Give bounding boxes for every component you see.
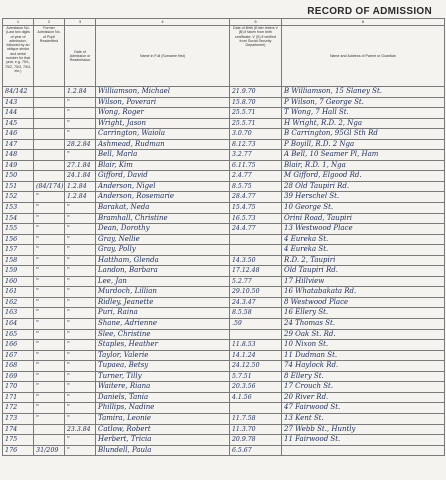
- parent-address-cell: 16 Ellery St.: [282, 308, 445, 319]
- heading-full-name: Name in Full (Surname first): [96, 26, 230, 87]
- admission-no-cell: 165: [3, 329, 34, 340]
- admission-date-cell: ": [65, 287, 96, 298]
- full-name-cell: Tupaea, Betsy: [96, 361, 230, 372]
- full-name-cell: Phillips, Nadine: [96, 403, 230, 414]
- former-no-cell: 31/209: [34, 445, 65, 456]
- column-number: 6: [282, 19, 445, 26]
- admission-no-cell: 157: [3, 245, 34, 256]
- admission-date-cell: ": [65, 213, 96, 224]
- parent-address-cell: 4 Eureka St.: [282, 234, 445, 245]
- former-no-cell: ": [34, 192, 65, 203]
- parent-address-cell: 17 Hillview: [282, 276, 445, 287]
- full-name-cell: Carrington, Waiola: [96, 129, 230, 140]
- date-of-birth-cell: 8.5.75: [230, 181, 282, 192]
- table-row: [3, 319, 445, 330]
- date-of-birth-cell: 20.9.78: [230, 435, 282, 446]
- full-name-cell: Herbert, Tricia: [96, 435, 230, 446]
- former-no-cell: ": [34, 234, 65, 245]
- admission-date-cell: 23.3.84: [65, 424, 96, 435]
- date-of-birth-cell: [230, 403, 282, 414]
- parent-address-cell: Orini Road, Taupiri: [282, 213, 445, 224]
- date-of-birth-cell: [230, 329, 282, 340]
- parent-address-cell: P Wilson, 7 George St.: [282, 97, 445, 108]
- admission-date-cell: ": [65, 308, 96, 319]
- former-no-cell: ": [34, 350, 65, 361]
- table-row: [3, 340, 445, 351]
- former-no-cell: ": [34, 413, 65, 424]
- former-no-cell: [34, 435, 65, 446]
- table-row: [3, 276, 445, 287]
- admission-no-cell: 145: [3, 118, 34, 129]
- full-name-cell: Shane, Adrienne: [96, 319, 230, 330]
- full-name-cell: Hattham, Glenda: [96, 255, 230, 266]
- former-no-cell: ": [34, 224, 65, 235]
- date-of-birth-cell: 29.10.50: [230, 287, 282, 298]
- table-row: [3, 97, 445, 108]
- full-name-cell: Staples, Heather: [96, 340, 230, 351]
- former-no-cell: [34, 129, 65, 140]
- admission-date-cell: ": [65, 413, 96, 424]
- date-of-birth-cell: 21.9.70: [230, 87, 282, 98]
- table-row: [3, 371, 445, 382]
- full-name-cell: Catlow, Robert: [96, 424, 230, 435]
- date-of-birth-cell: 5.2.77: [230, 276, 282, 287]
- full-name-cell: Bramhall, Christine: [96, 213, 230, 224]
- heading-admission-date: Date of Admission or Readmission: [65, 26, 96, 87]
- full-name-cell: Gifford, David: [96, 171, 230, 182]
- parent-address-cell: [282, 445, 445, 456]
- full-name-cell: Gray, Polly: [96, 245, 230, 256]
- admission-no-cell: 163: [3, 308, 34, 319]
- admission-date-cell: ": [65, 203, 96, 214]
- admission-no-cell: 143: [3, 97, 34, 108]
- admission-date-cell: ": [65, 445, 96, 456]
- column-number: 3: [65, 19, 96, 26]
- table-row: [3, 287, 445, 298]
- full-name-cell: Waitere, Riana: [96, 382, 230, 393]
- date-of-birth-cell: 28.4.77: [230, 192, 282, 203]
- full-name-cell: Murdoch, Lillian: [96, 287, 230, 298]
- full-name-cell: Tamira, Leonie: [96, 413, 230, 424]
- full-name-cell: Blair, Kim: [96, 160, 230, 171]
- full-name-cell: Barakat, Neda: [96, 203, 230, 214]
- table-row: [3, 329, 445, 340]
- full-name-cell: Ridley, Jeanette: [96, 297, 230, 308]
- full-name-cell: Dean, Dorothy: [96, 224, 230, 235]
- admission-date-cell: 24.1.84: [65, 171, 96, 182]
- former-no-cell: ": [34, 403, 65, 414]
- admission-no-cell: 152: [3, 192, 34, 203]
- parent-address-cell: 10 Nixon St.: [282, 340, 445, 351]
- former-no-cell: ": [34, 329, 65, 340]
- admission-no-cell: 161: [3, 287, 34, 298]
- table-row: [3, 87, 445, 98]
- admission-no-cell: 154: [3, 213, 34, 224]
- parent-address-cell: 11 Dudman St.: [282, 350, 445, 361]
- column-number: 5: [230, 19, 282, 26]
- date-of-birth-cell: 11.8.53: [230, 340, 282, 351]
- full-name-cell: Wong, Roger: [96, 108, 230, 119]
- former-no-cell: ": [34, 287, 65, 298]
- table-row: [3, 255, 445, 266]
- parent-address-cell: 17 Crouch St.: [282, 382, 445, 393]
- table-row: [3, 224, 445, 235]
- table-row: [3, 118, 445, 129]
- admission-no-cell: 84/142: [3, 87, 34, 98]
- admission-no-cell: 153: [3, 203, 34, 214]
- column-number-row: [3, 19, 445, 26]
- date-of-birth-cell: 14.3.50: [230, 255, 282, 266]
- parent-address-cell: B Williamson, 15 Slaney St.: [282, 87, 445, 98]
- admission-date-cell: ": [65, 245, 96, 256]
- former-no-cell: ": [34, 276, 65, 287]
- parent-address-cell: 11 Fairwood St.: [282, 435, 445, 446]
- column-number: 4: [96, 19, 230, 26]
- date-of-birth-cell: 8.12.73: [230, 139, 282, 150]
- admission-no-cell: 167: [3, 350, 34, 361]
- table-row: [3, 308, 445, 319]
- admission-date-cell: ": [65, 340, 96, 351]
- table-row: [3, 382, 445, 393]
- admission-no-cell: 166: [3, 340, 34, 351]
- admission-date-cell: ": [65, 382, 96, 393]
- admission-date-cell: ": [65, 255, 96, 266]
- parent-address-cell: 10 George St.: [282, 203, 445, 214]
- date-of-birth-cell: 16.5.73: [230, 213, 282, 224]
- former-no-cell: [34, 160, 65, 171]
- date-of-birth-cell: [230, 245, 282, 256]
- table-row: [3, 413, 445, 424]
- admission-date-cell: ": [65, 392, 96, 403]
- table-row: [3, 245, 445, 256]
- former-no-cell: ": [34, 392, 65, 403]
- column-heading-row: [3, 26, 445, 87]
- admission-date-cell: ": [65, 129, 96, 140]
- admission-date-cell: ": [65, 403, 96, 414]
- former-no-cell: ": [34, 319, 65, 330]
- former-no-cell: ": [34, 213, 65, 224]
- admission-no-cell: 169: [3, 371, 34, 382]
- admission-date-cell: ": [65, 297, 96, 308]
- admission-date-cell: ": [65, 276, 96, 287]
- heading-date-of-birth: Date of Birth (Enter letters V (B) if taken from birth certificate; V (S) if verified from Social Security Department): [230, 26, 282, 87]
- admission-date-cell: ": [65, 224, 96, 235]
- date-of-birth-cell: 11.7.58: [230, 413, 282, 424]
- table-row: [3, 150, 445, 161]
- admission-no-cell: 147: [3, 139, 34, 150]
- table-row: [3, 160, 445, 171]
- admission-no-cell: 150: [3, 171, 34, 182]
- date-of-birth-cell: 6.11.75: [230, 160, 282, 171]
- parent-address-cell: 74 Haylock Rd.: [282, 361, 445, 372]
- date-of-birth-cell: 2.4.77: [230, 171, 282, 182]
- table-row: [3, 108, 445, 119]
- admission-date-cell: ": [65, 329, 96, 340]
- admission-no-cell: 158: [3, 255, 34, 266]
- former-no-cell: ": [34, 245, 65, 256]
- table-row: [3, 403, 445, 414]
- table-row: [3, 213, 445, 224]
- admission-date-cell: ": [65, 266, 96, 277]
- date-of-birth-cell: 4.1.56: [230, 392, 282, 403]
- admission-no-cell: 170: [3, 382, 34, 393]
- table-row: [3, 424, 445, 435]
- admission-no-cell: 168: [3, 361, 34, 372]
- date-of-birth-cell: 20.3.56: [230, 382, 282, 393]
- full-name-cell: Ashmead, Rudman: [96, 139, 230, 150]
- heading-parent-guardian: Name and Address of Parent or Guardian: [282, 26, 445, 87]
- table-row: [3, 350, 445, 361]
- table-row: [3, 266, 445, 277]
- parent-address-cell: A Bell, 10 Seamer Pl, Ham: [282, 150, 445, 161]
- parent-address-cell: 13 Kent St.: [282, 413, 445, 424]
- former-no-cell: ": [34, 371, 65, 382]
- date-of-birth-cell: 8.5.58: [230, 308, 282, 319]
- admission-no-cell: 149: [3, 160, 34, 171]
- admission-date-cell: 1.2.84: [65, 192, 96, 203]
- former-no-cell: (84/174): [34, 181, 65, 192]
- table-row: [3, 435, 445, 446]
- admission-date-cell: 28.2.84: [65, 139, 96, 150]
- admission-no-cell: 148: [3, 150, 34, 161]
- full-name-cell: Blundell, Paula: [96, 445, 230, 456]
- date-of-birth-cell: 17.12.48: [230, 266, 282, 277]
- admission-no-cell: 171: [3, 392, 34, 403]
- parent-address-cell: 28 Old Taupiri Rd.: [282, 181, 445, 192]
- full-name-cell: Bell, Marla: [96, 150, 230, 161]
- parent-address-cell: 8 Westwood Place: [282, 297, 445, 308]
- former-no-cell: ": [34, 203, 65, 214]
- admission-no-cell: 156: [3, 234, 34, 245]
- parent-address-cell: 4 Eureka St.: [282, 245, 445, 256]
- admission-date-cell: ": [65, 97, 96, 108]
- table-row: [3, 139, 445, 150]
- former-no-cell: ": [34, 361, 65, 372]
- date-of-birth-cell: 14.1.24: [230, 350, 282, 361]
- table-row: [3, 234, 445, 245]
- admission-date-cell: ": [65, 234, 96, 245]
- full-name-cell: Taylor, Valerie: [96, 350, 230, 361]
- table-row: [3, 392, 445, 403]
- date-of-birth-cell: 6.5.67: [230, 445, 282, 456]
- page-title: RECORD OF ADMISSION: [307, 6, 432, 17]
- parent-address-cell: 16 Whatabakata Rd.: [282, 287, 445, 298]
- date-of-birth-cell: 3.0.70: [230, 129, 282, 140]
- admission-rows: [3, 87, 445, 456]
- full-name-cell: Landon, Barbara: [96, 266, 230, 277]
- full-name-cell: Slee, Christine: [96, 329, 230, 340]
- date-of-birth-cell: 11.3.70: [230, 424, 282, 435]
- heading-former-no: Former Admission No. of Pupil Readmitted: [34, 26, 65, 87]
- parent-address-cell: 29 Oak St. Rd.: [282, 329, 445, 340]
- table-row: [3, 445, 445, 456]
- former-no-cell: ": [34, 297, 65, 308]
- admission-no-cell: 174: [3, 424, 34, 435]
- column-number: 2: [34, 19, 65, 26]
- parent-address-cell: B Carrington, 95Gl Sth Rd: [282, 129, 445, 140]
- former-no-cell: [34, 108, 65, 119]
- admission-no-cell: 172: [3, 403, 34, 414]
- full-name-cell: Wright, Jason: [96, 118, 230, 129]
- admission-date-cell: 1.2.84: [65, 87, 96, 98]
- former-no-cell: [34, 118, 65, 129]
- full-name-cell: Gray, Nellie: [96, 234, 230, 245]
- full-name-cell: Puri, Raina: [96, 308, 230, 319]
- admission-date-cell: ": [65, 108, 96, 119]
- table-row: [3, 181, 445, 192]
- date-of-birth-cell: 25.5.71: [230, 118, 282, 129]
- date-of-birth-cell: 3.2.77: [230, 150, 282, 161]
- parent-address-cell: R.D. 2, Taupiri: [282, 255, 445, 266]
- date-of-birth-cell: [230, 234, 282, 245]
- full-name-cell: Anderson, Nigel: [96, 181, 230, 192]
- former-no-cell: [34, 150, 65, 161]
- admission-no-cell: 162: [3, 297, 34, 308]
- admission-date-cell: 1.2.84: [65, 181, 96, 192]
- date-of-birth-cell: 24.4.77: [230, 224, 282, 235]
- admission-date-cell: ": [65, 319, 96, 330]
- parent-address-cell: Blair, R.D. 1, Nga: [282, 160, 445, 171]
- parent-address-cell: M Gifford, Elgood Rd.: [282, 171, 445, 182]
- admission-no-cell: 175: [3, 435, 34, 446]
- full-name-cell: Daniels, Tania: [96, 392, 230, 403]
- full-name-cell: Turner, Tilly: [96, 371, 230, 382]
- former-no-cell: [34, 171, 65, 182]
- admission-date-cell: ": [65, 435, 96, 446]
- admission-no-cell: 176: [3, 445, 34, 456]
- former-no-cell: [34, 139, 65, 150]
- full-name-cell: Lee, Jan: [96, 276, 230, 287]
- parent-address-cell: 24 Thomas St.: [282, 319, 445, 330]
- table-row: [3, 297, 445, 308]
- parent-address-cell: 27 Webb St., Huntly: [282, 424, 445, 435]
- admission-no-cell: 160: [3, 276, 34, 287]
- admission-no-cell: 173: [3, 413, 34, 424]
- admission-date-cell: 27.1.84: [65, 160, 96, 171]
- date-of-birth-cell: 15.4.75: [230, 203, 282, 214]
- admission-date-cell: ": [65, 371, 96, 382]
- former-no-cell: [34, 87, 65, 98]
- parent-address-cell: Old Taupiri Rd.: [282, 266, 445, 277]
- date-of-birth-cell: 15.8.70: [230, 97, 282, 108]
- admission-no-cell: 151: [3, 181, 34, 192]
- former-no-cell: [34, 424, 65, 435]
- former-no-cell: ": [34, 382, 65, 393]
- former-no-cell: [34, 97, 65, 108]
- table-row: [3, 192, 445, 203]
- former-no-cell: ": [34, 308, 65, 319]
- date-of-birth-cell: .59: [230, 319, 282, 330]
- full-name-cell: Anderson, Rosemarie: [96, 192, 230, 203]
- table-row: [3, 203, 445, 214]
- admission-register-page: [2, 2, 444, 478]
- admission-no-cell: 146: [3, 129, 34, 140]
- heading-admission-no: Admission No. (Last two digits of year of admission, followed by an oblique stroke and serial number for that year, e.g. 75/1, 75/2, 75/3, 75/4, etc.): [3, 26, 34, 87]
- admission-date-cell: ": [65, 361, 96, 372]
- parent-address-cell: 39 Herschel St.: [282, 192, 445, 203]
- former-no-cell: ": [34, 266, 65, 277]
- admission-no-cell: 159: [3, 266, 34, 277]
- admission-table: [2, 18, 445, 456]
- parent-address-cell: 20 River Rd.: [282, 392, 445, 403]
- parent-address-cell: P Boyill, R.D. 2 Nga: [282, 139, 445, 150]
- parent-address-cell: 47 Fairwood St.: [282, 403, 445, 414]
- parent-address-cell: 8 Ellery St.: [282, 371, 445, 382]
- former-no-cell: ": [34, 255, 65, 266]
- date-of-birth-cell: 24.12.50: [230, 361, 282, 372]
- table-row: [3, 171, 445, 182]
- admission-no-cell: 155: [3, 224, 34, 235]
- date-of-birth-cell: 24.3.47: [230, 297, 282, 308]
- admission-date-cell: ": [65, 118, 96, 129]
- parent-address-cell: 13 Westwood Place: [282, 224, 445, 235]
- admission-date-cell: ": [65, 350, 96, 361]
- admission-no-cell: 164: [3, 319, 34, 330]
- date-of-birth-cell: 25.5.71: [230, 108, 282, 119]
- parent-address-cell: T Wong, 7 Hall St.: [282, 108, 445, 119]
- column-number: 1: [3, 19, 34, 26]
- table-row: [3, 129, 445, 140]
- date-of-birth-cell: 5.7.51: [230, 371, 282, 382]
- full-name-cell: Wilson, Poverari: [96, 97, 230, 108]
- former-no-cell: ": [34, 340, 65, 351]
- admission-date-cell: ": [65, 150, 96, 161]
- admission-no-cell: 144: [3, 108, 34, 119]
- parent-address-cell: H Wright, R.D. 2, Nga: [282, 118, 445, 129]
- table-row: [3, 361, 445, 372]
- full-name-cell: Williamson, Michael: [96, 87, 230, 98]
